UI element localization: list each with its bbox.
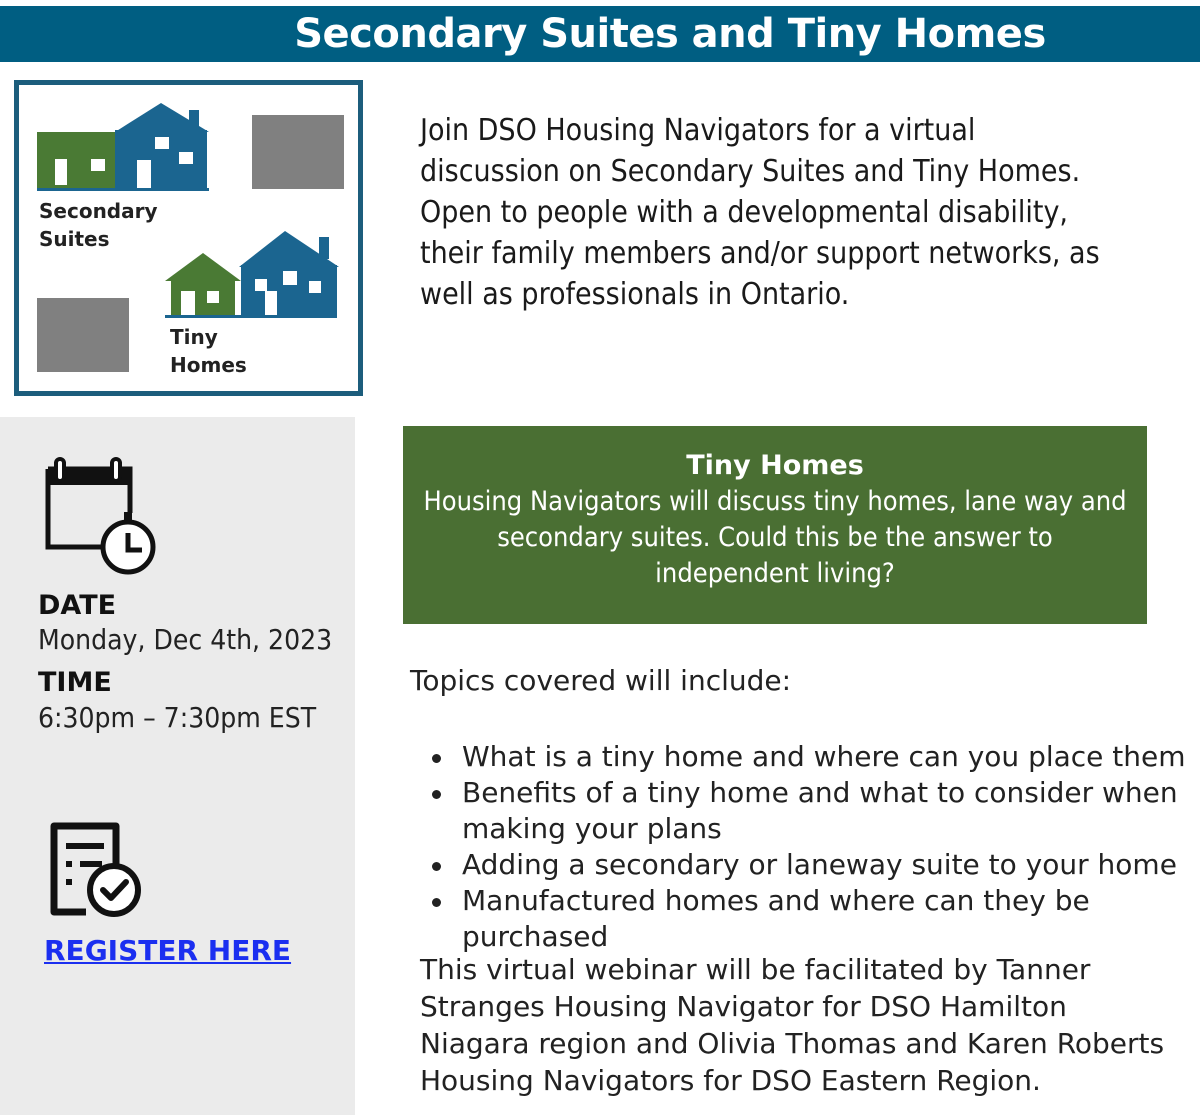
gray-square-icon <box>252 115 344 189</box>
date-value: Monday, Dec 4th, 2023 <box>38 623 333 656</box>
register-link[interactable]: REGISTER HERE <box>44 934 292 967</box>
logo-label-secondary: Secondary <box>39 199 158 223</box>
callout-title: Tiny Homes <box>686 450 864 481</box>
housing-logo <box>14 80 363 396</box>
callout-text: Housing Navigators will discuss tiny homes, lane way and secondary suites. Could this be the answer to independent living? <box>423 486 1127 589</box>
gray-square-icon <box>37 298 129 372</box>
list-item: Benefits of a tiny home and what to consider when making your plans <box>428 775 1188 847</box>
time-value: 6:30pm – 7:30pm EST <box>38 701 317 734</box>
logo-label-tiny: Tiny <box>170 325 218 349</box>
page-title: Secondary Suites and Tiny Homes <box>0 6 1200 62</box>
topics-list <box>428 739 1188 955</box>
list-item: Adding a secondary or laneway suite to your home <box>428 847 1188 883</box>
closing-paragraph: This virtual webinar will be facilitated by Tanner Stranges Housing Navigator for DSO Hamilton Niagara region and Olivia Thomas and Karen Roberts Housing Navigators for DSO Eastern Region. <box>420 953 1165 1097</box>
calendar-clock-icon <box>44 455 158 579</box>
list-item: What is a tiny home and where can you place them <box>428 739 1188 775</box>
list-item: Manufactured homes and where can they be purchased <box>428 883 1188 955</box>
tiny-home-house-icon <box>165 231 339 318</box>
intro-paragraph: Join DSO Housing Navigators for a virtual discussion on Secondary Suites and Tiny Homes. Open to people with a developmental disability, their family members and/or support networks, as well as professionals in Ontario. <box>420 113 1100 312</box>
document-check-icon <box>48 820 144 924</box>
time-label: TIME <box>38 667 112 698</box>
date-label: DATE <box>38 590 117 621</box>
topics-heading: Topics covered will include: <box>410 664 792 697</box>
secondary-suite-house-icon <box>37 103 209 191</box>
tiny-homes-callout <box>403 426 1147 624</box>
logo-label-suites: Suites <box>39 227 110 251</box>
logo-label-homes: Homes <box>170 353 247 377</box>
